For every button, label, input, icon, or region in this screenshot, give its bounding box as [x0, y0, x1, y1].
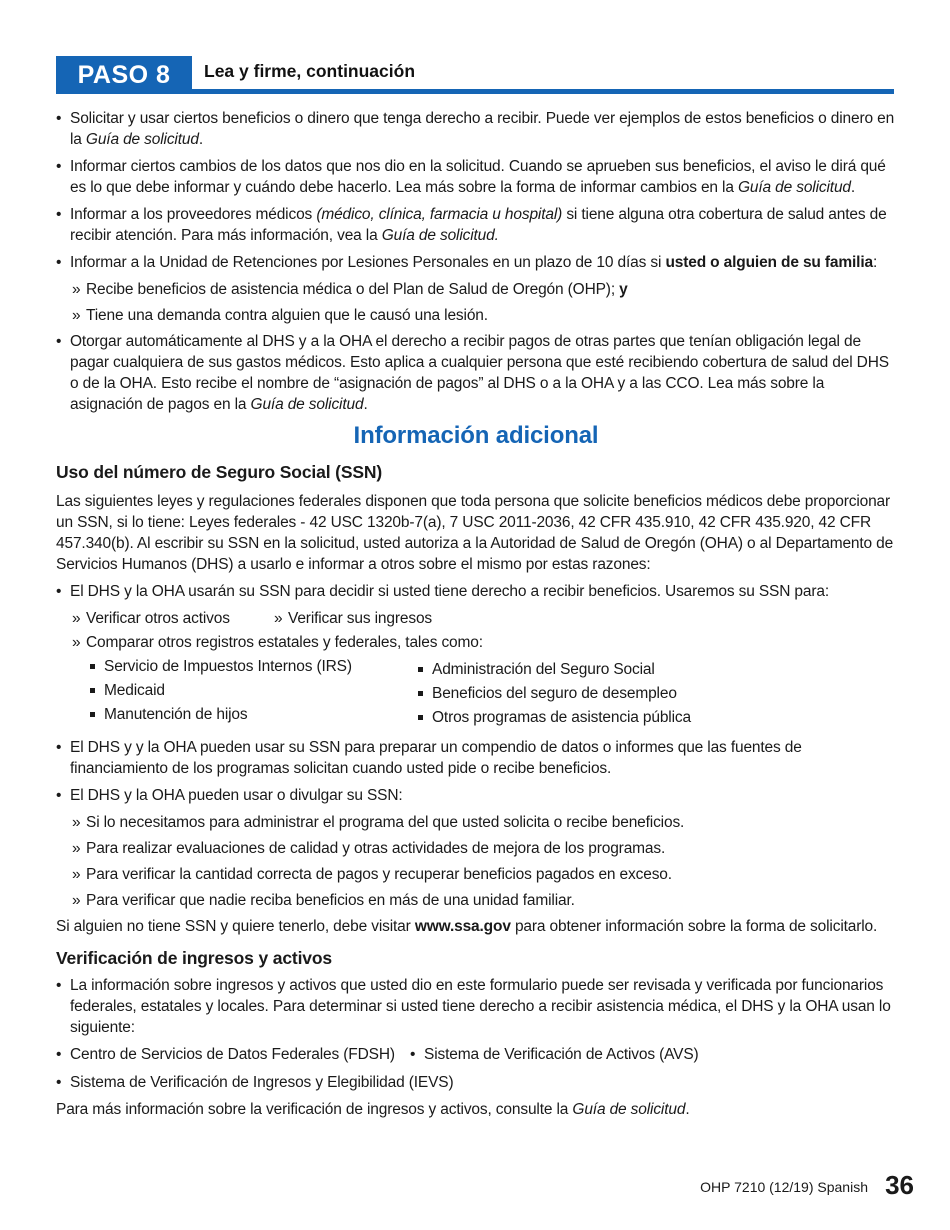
income-closing: Para más información sobre la verificación de ingresos y activos, consulte la Guía de solicitud. — [56, 1101, 690, 1118]
list-item: Otros programas de asistencia pública — [416, 707, 691, 728]
bullet-fdsh: • Centro de Servicios de Datos Federales (FDSH) — [56, 1044, 410, 1065]
bullet-benefits: • Solicitar y usar ciertos beneficios o dinero que tenga derecho a recibir. Puede ver ejemplos de estos beneficios o dinero en la Guía de solicitud. — [56, 108, 896, 150]
list-item: Servicio de Impuestos Internos (IRS) — [88, 656, 416, 677]
list-item: Medicaid — [88, 680, 416, 701]
bullet-report-changes: • Informar ciertos cambios de los datos que nos dio en la solicitud. Cuando se aprueben sus beneficios, el aviso le dirá qué es lo que debe informar y cuándo debe hacerlo. Lea más sobre la forma de informar cambios en la Guía de solicitud. — [56, 156, 896, 198]
bullet-avs: • Sistema de Verificación de Activos (AVS) — [410, 1044, 699, 1065]
verify-pair — [56, 608, 896, 629]
bullet-ssn-reports: • El DHS y y la OHA pueden usar su SSN para preparar un compendio de datos o informes que las fuentes de financiamiento de los programas solicitan cuando usted pide o recibe beneficios. — [56, 737, 896, 779]
ssn-intro: Las siguientes leyes y regulaciones federales disponen que toda persona que solicite beneficios médicos debe proporcionar un SSN, si lo tiene: Leyes federales - 42 USC 1320b-7(a), 7 USC 2011-2036, 42 CFR 435.910, 42 CFR 435.920, 42 CFR 457.340(b). Al escribir su SSN en la solicitud, usted autoriza a la Autoridad de Salud de Oregón (OHA) o al Departamento de Servicios Humanos (DHS) a usarlo e informar a otros sobre el mismo por estas razones: — [56, 493, 894, 573]
step-header — [56, 56, 894, 94]
sub-compare-records: » Comparar otros registros estatales y federales, tales como: — [56, 632, 896, 653]
bullet-inform-providers: • Informar a los proveedores médicos (médico, clínica, farmacia u hospital) si tiene alguna otra cobertura de salud antes de recibir atención. Para más información, vea la Guía de solicitud. — [56, 204, 896, 246]
sub-lawsuit: » Tiene una demanda contra alguien que le causó una lesión. — [56, 305, 896, 326]
ssa-link[interactable]: www.ssa.gov — [414, 918, 511, 935]
section-title: Información adicional — [353, 422, 599, 449]
sub-disclose-item: » Si lo necesitamos para administrar el programa del que usted solicita o recibe beneficios. — [56, 812, 896, 833]
step-title: Lea y firme, continuación — [204, 61, 416, 81]
bullet-income-info: • La información sobre ingresos y activos que usted dio en este formulario puede ser revisada y verificada por funcionarios federales, estatales y locales. Para determinar si usted tiene derecho a recibir asistencia médica, el DHS y la OHA usan lo siguiente: — [56, 975, 896, 1038]
sub-disclose-item: » Para verificar la cantidad correcta de pagos y recuperar beneficios pagados en exceso. — [56, 864, 896, 885]
bullet-ssn-use: • El DHS y la OHA usarán su SSN para decidir si usted tiene derecho a recibir beneficios. Usaremos su SSN para: — [56, 581, 896, 602]
page-content — [56, 108, 896, 1126]
ssn-heading: Uso del número de Seguro Social (SSN) — [56, 462, 383, 482]
sub-disclose-item: » Para realizar evaluaciones de calidad y otras actividades de mejora de los programas. — [56, 838, 896, 859]
sub-ohp-benefits: » Recibe beneficios de asistencia médica o del Plan de Salud de Oregón (OHP); y — [56, 279, 896, 300]
step-badge: PASO 8 — [56, 56, 192, 92]
bullet-injury-unit: • Informar a la Unidad de Retenciones por Lesiones Personales en un plazo de 10 días si usted o alguien de su familia: — [56, 252, 896, 273]
form-id: OHP 7210 (12/19) Spanish — [700, 1179, 868, 1195]
list-item: Beneficios del seguro de desempleo — [416, 683, 691, 704]
records-list — [56, 656, 896, 731]
sub-verify-income: » Verificar sus ingresos — [258, 608, 432, 629]
ssn-closing: Si alguien no tiene SSN y quiere tenerlo, debe visitar www.ssa.gov para obtener información sobre la forma de solicitarlo. — [56, 918, 878, 935]
sub-disclose-item: » Para verificar que nadie reciba beneficios en más de una unidad familiar. — [56, 890, 896, 911]
page-number: 36 — [885, 1170, 914, 1200]
bullet-ievs: • Sistema de Verificación de Ingresos y Elegibilidad (IEVS) — [56, 1072, 896, 1093]
list-item: Manutención de hijos — [88, 704, 416, 725]
income-heading: Verificación de ingresos y activos — [56, 948, 332, 968]
list-item: Administración del Seguro Social — [416, 659, 691, 680]
bullet-ssn-disclose: • El DHS y la OHA pueden usar o divulgar su SSN: — [56, 785, 896, 806]
systems-row — [56, 1044, 896, 1065]
header-rule — [56, 89, 894, 94]
bullet-assignment-payments: • Otorgar automáticamente al DHS y a la OHA el derecho a recibir pagos de otras partes que tenían obligación legal de pagar cualquiera de sus gastos médicos. Esto aplica a cualquier persona que esté recibiendo cobertura de salud del DHS o de la OHA. Esto recibe el nombre de “asignación de pagos” al DHS o a la OHA y a las CCO. Lea más sobre la asignación de pagos en la Guía de solicitud. — [56, 331, 896, 415]
sub-verify-assets: » Verificar otros activos — [56, 608, 258, 629]
